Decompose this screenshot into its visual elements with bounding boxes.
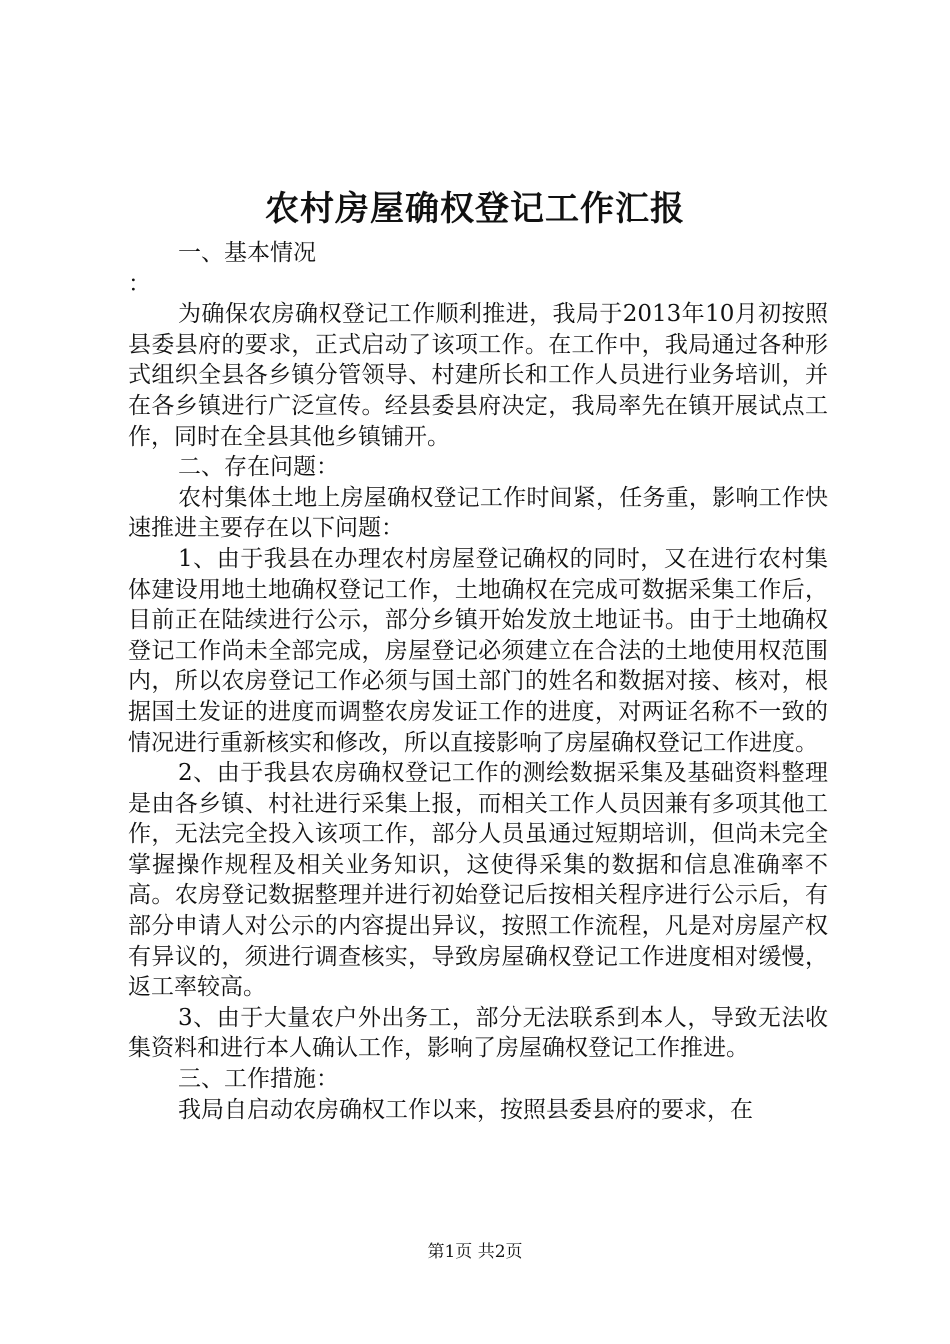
paragraph-basic-situation: 为确保农房确权登记工作顺利推进，我局于2013年10月初按照县委县府的要求，正式启动了该项工作。在工作中，我局通过各种形式组织全县各乡镇分管领导、村建所长和工作人员进行业务培训，并在各乡镇进行广泛宣传。经县委县府决定，我局率先在镇开展试点工作，同时在全县其他乡镇铺开。 [128,301,828,450]
document-body [128,238,828,1125]
section-heading-measures: 三、工作措施： [178,1066,339,1093]
section-heading-basic: 一、基本情况 [178,240,316,266]
paragraph-measures: 我局自启动农房确权工作以来，按照县委县府的要求，在 [178,1096,753,1123]
section-heading-problems: 二、存在问题： [178,454,339,481]
document-title: 农村房屋确权登记工作汇报 [265,189,685,229]
colon-line: ： [128,270,151,297]
paragraph-problem-2: 2、由于我县农房确权登记工作的测绘数据采集及基础资料整理是由各乡镇、村社进行采集上报，而相关工作人员因兼有多项其他工作，无法完全投入该项工作，部分人员虽通过短期培训，但尚未完全掌握操作规程及相关业务知识，这使得采集的数据和信息准确率不高。农房登记数据整理并进行初始登记后按相关程序进行公示后，有部分申请人对公示的内容提出异议，按照工作流程，凡是对房屋产权有异议的，须进行调查核实，导致房屋确权登记工作进度相对缓慢，返工率较高。 [128,760,828,1001]
paragraph-problem-1: 1、由于我县在办理农村房屋登记确权的同时，又在进行农村集体建设用地土地确权登记工作，土地确权在完成可数据采集工作后，目前正在陆续进行公示，部分乡镇开始发放土地证书。由于土地确权登记工作尚未全部完成，房屋登记必须建立在合法的土地使用权范围内，所以农房登记工作必须与国土部门的姓名和数据对接、核对，根据国土发证的进度而调整农房发证工作的进度，对两证名称不一致的情况进行重新核实和修改，所以直接影响了房屋确权登记工作进度。 [128,545,828,756]
page-number-footer: 第1页 共2页 [427,1242,523,1262]
paragraph-problems-intro: 农村集体土地上房屋确权登记工作时间紧，任务重，影响工作快速推进主要存在以下问题： [128,484,828,542]
paragraph-problem-3: 3、由于大量农户外出务工，部分无法联系到本人，导致无法收集资料和进行本人确认工作，影响了房屋确权登记工作推进。 [128,1004,828,1062]
